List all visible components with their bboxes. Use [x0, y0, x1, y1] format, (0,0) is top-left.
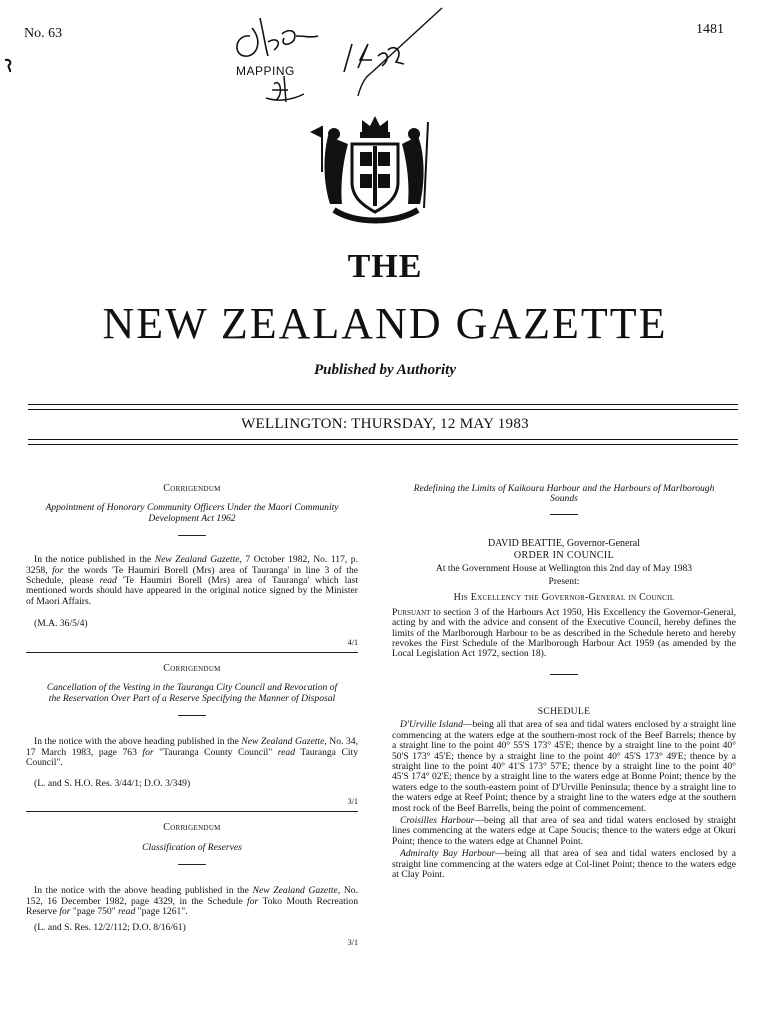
masthead-the: THE [347, 248, 423, 285]
edge-mark-icon [2, 58, 16, 74]
page-number: 1481 [696, 22, 724, 37]
handwritten-initials-icon [222, 6, 342, 106]
schedule-item-admiralty: Admiralty Bay Harbour—being all that area of sea and tidal waters enclosed by a straight line commencing at the waters edge at Col-linet Point; thence to the waters edge at Clay Point. [392, 848, 736, 880]
schedule-item-croisilles: Croisilles Harbour—being all that area of sea and tidal waters enclosed by straight lines commencing at the waters edge at Cape Soucis; thence to the waters edge at Okuri Point; thence to the waters edge at Channel Point. [392, 814, 736, 847]
separator [550, 674, 578, 675]
notice-heading: Corrigendum [163, 483, 221, 494]
right-column [392, 484, 736, 880]
separator [178, 535, 206, 536]
separator [550, 514, 578, 515]
notice-title: Appointment of Honorary Community Officers Under the Maori Community Development Act 1962 [45, 502, 339, 524]
left-column [26, 484, 358, 948]
notice-body: In the notice with the above heading published in the New Zealand Gazette, No. 34, 17 March 1983, page 763 for "Tauranga County Council" read Tauranga City Council". [26, 736, 359, 769]
header-rule-top [28, 404, 738, 405]
handwritten-number-icon [330, 4, 450, 104]
notice-heading: Corrigendum [163, 822, 221, 834]
notice-reference: (L. and S. H.O. Res. 3/44/1; D.O. 3/349) [34, 777, 191, 789]
header-rule-bottom [28, 444, 738, 445]
issue-number: No. 63 [24, 26, 63, 41]
notice-divider [26, 811, 358, 812]
header-rule-bottom-inner [28, 439, 738, 440]
order-title: Redefining the Limits of Kaikoura Harbour and the Harbours of Marlborough Sounds [413, 483, 715, 505]
notice-corrigendum-3 [26, 823, 358, 948]
separator [178, 864, 206, 865]
notice-heading: Corrigendum [163, 663, 221, 675]
notice-corrigendum-2 [26, 664, 358, 812]
separator [178, 715, 206, 716]
coat-of-arms-icon [300, 112, 450, 228]
notice-reference: (M.A. 36/5/4) [34, 618, 88, 630]
masthead-title: NEW ZEALAND GAZETTE [102, 299, 668, 348]
governor-general-signature: DAVID BEATTIE, Governor-General [487, 537, 641, 549]
header-rule-top-inner [28, 409, 738, 410]
order-body: Pursuant to section 3 of the Harbours Act 1950, His Excellency the Governor-General, acting by and with the advice and consent of the Executive Council, hereby defines the limits of the Marlborough Harbour to be as described in the Schedule hereto and hereby revokes the First Schedule of the Marlborough Harbour Act 1959 (as amended by the Local Legislation Act 1972, section 18). [392, 606, 736, 660]
notice-title: Cancellation of the Vesting in the Tauranga City Council and Revocation of the Reservation Over Part of a Reserve Specifying the Manner of Disposal [46, 682, 338, 704]
dateline: WELLINGTON: THURSDAY, 12 MAY 1983 [241, 416, 529, 432]
council-line: His Excellency the Governor-General in Council [453, 592, 675, 604]
notice-corrigendum-1 [26, 484, 358, 653]
present-label: Present: [548, 576, 580, 588]
notice-serial: 3/1 [347, 937, 358, 947]
order-in-council-heading: ORDER IN COUNCIL [513, 550, 615, 562]
mapping-stamp: MAPPING [236, 64, 295, 78]
published-by-authority: Published by Authority [314, 362, 456, 378]
schedule-item-durville: D'Urville Island—being all that area of sea and tidal waters enclosed by a straight line commencing at the waters edge at the southern-most rock of the Beef Barrels; thence by a straight line to the point 40° 55'S 173° 45'E; thence by a straight line to the point 40° 50'S 173° 45'E; thence by a straight line to the point 40° 45'S 173° 49'E; thence by a straight line to the point 40° 41'S 173° 57'E; thence by a straight line to the point 40° 45'S 174° 02'E; thence by a straight line to the waters edge at Bonne Point; thence by the waters edge to the south-eastern point of D'Urville Peninsula; thence by a straight line to the waters edge at Reef Point; thence by a straight line to the waters edge at the southern most rock of the Beef Barrells, being the point of commencement. [392, 719, 736, 814]
notice-body: In the notice published in the New Zealand Gazette, 7 October 1982, No. 117, p. 3258, for the words 'Te Haumiri Borell (Mrs) area of Tauranga' in line 3 of the Schedule, please read 'Te Haumiri Borell (Mrs) area of Tauranga' which last mentioned words should have appeared in the original notice signed by the Minister of Maori Affairs. [26, 554, 359, 607]
notice-reference: (L. and S. Res. 12/2/112; D.O. 8/16/61) [34, 922, 186, 934]
notice-title: Classification of Reserves [142, 841, 242, 853]
notice-serial: 3/1 [347, 796, 358, 806]
schedule-heading: SCHEDULE [537, 705, 591, 717]
notice-divider [26, 652, 358, 653]
notice-serial: 4/1 [347, 637, 358, 647]
order-place-date: At the Government House at Wellington this 2nd day of May 1983 [435, 562, 693, 574]
notice-body: In the notice with the above heading published in the New Zealand Gazette, No. 152, 16 December 1982, page 4329, in the Schedule for Toko Mouth Recreation Reserve for "page 750" read "page 1261". [26, 885, 358, 917]
